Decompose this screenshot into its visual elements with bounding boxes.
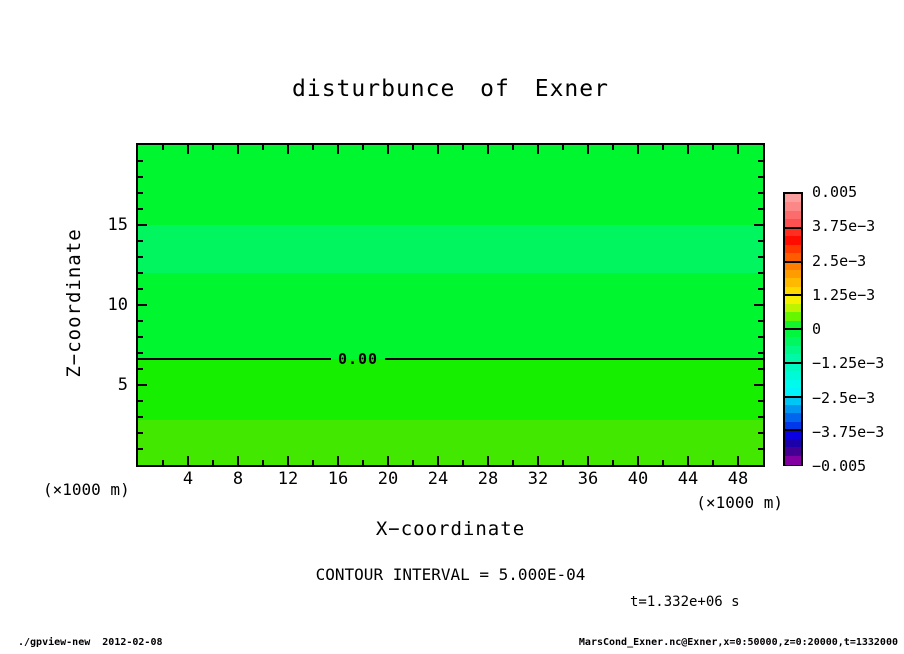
x-axis-tick	[212, 145, 214, 150]
colorbar-tick-label: 1.25e−3	[812, 285, 876, 304]
y-axis-tick	[758, 368, 763, 370]
y-axis-tick	[138, 384, 147, 386]
x-axis-tick	[437, 456, 439, 465]
colorbar-divider	[785, 294, 801, 296]
field-band	[138, 145, 763, 225]
x-axis-tick	[262, 460, 264, 465]
x-axis-tick	[387, 456, 389, 465]
y-axis-tick	[138, 320, 143, 322]
x-axis-tick-label: 20	[377, 469, 399, 489]
y-axis-tick-label: 10	[107, 295, 128, 315]
x-axis-tick	[462, 145, 464, 150]
field-band	[138, 359, 763, 421]
x-axis-tick	[312, 145, 314, 150]
x-axis-tick-label: 48	[727, 469, 749, 489]
y-axis-tick	[138, 208, 143, 210]
colorbar-gradient	[785, 194, 801, 464]
x-axis-tick	[662, 460, 664, 465]
x-axis-tick	[262, 145, 264, 150]
x-axis-tick-label: 12	[277, 469, 299, 489]
x-axis-tick	[362, 460, 364, 465]
y-axis-tick	[138, 288, 143, 290]
x-axis-tick	[637, 456, 639, 465]
colorbar-divider	[785, 227, 801, 229]
x-axis-tick-label: 16	[327, 469, 349, 489]
x-axis-tick	[212, 460, 214, 465]
y-axis-unit-note: (×1000 m)	[43, 480, 130, 499]
colorbar-tick-label: 0	[812, 320, 822, 338]
x-axis-tick	[687, 145, 689, 154]
x-axis-tick	[487, 456, 489, 465]
y-axis-tick	[758, 320, 763, 322]
y-axis-tick	[138, 240, 143, 242]
footer-command-stamp: ./gpview-new 2012-02-08	[18, 637, 163, 648]
y-axis-tick	[758, 400, 763, 402]
y-axis-tick	[758, 192, 763, 194]
colorbar-tick-label: 3.75e−3	[812, 217, 876, 236]
colorbar-divider	[785, 362, 801, 364]
y-axis-tick	[758, 208, 763, 210]
y-axis-tick-label: 15	[107, 215, 128, 235]
heatmap-area	[138, 145, 763, 465]
colorbar-tick-label: −0.005	[812, 457, 867, 475]
y-axis-tick	[758, 448, 763, 450]
y-axis-tick	[138, 416, 143, 418]
plot-frame	[136, 143, 765, 467]
x-axis-tick	[562, 460, 564, 465]
x-axis-tick	[337, 456, 339, 465]
x-axis-tick-label: 36	[577, 469, 599, 489]
x-axis-tick	[537, 456, 539, 465]
y-axis-tick	[138, 160, 143, 162]
x-axis-tick	[587, 456, 589, 465]
colorbar-divider	[785, 396, 801, 398]
y-axis-tick	[758, 160, 763, 162]
contour-line	[385, 358, 763, 360]
x-axis-tick-label: 24	[427, 469, 449, 489]
x-axis-tick	[412, 460, 414, 465]
x-axis-tick	[362, 145, 364, 150]
colorbar-tick-label: −2.5e−3	[812, 388, 876, 407]
x-axis-tick	[287, 456, 289, 465]
y-axis-tick	[138, 224, 147, 226]
x-axis-tick	[637, 145, 639, 154]
colorbar-divider	[785, 261, 801, 263]
colorbar-step	[785, 456, 801, 465]
y-axis-tick	[138, 176, 143, 178]
colorbar-divider	[785, 429, 801, 431]
x-axis-tick-label: 44	[677, 469, 699, 489]
x-axis-tick	[162, 145, 164, 150]
y-axis-tick	[754, 224, 763, 226]
x-axis-tick	[712, 460, 714, 465]
contour-label: 0.00	[337, 350, 379, 368]
field-band	[138, 225, 763, 273]
y-axis-tick	[138, 400, 143, 402]
x-axis-tick	[237, 456, 239, 465]
contour-line	[138, 358, 331, 360]
x-axis-tick	[537, 145, 539, 154]
x-axis-tick	[662, 145, 664, 150]
y-axis-tick	[138, 304, 147, 306]
x-axis-tick	[287, 145, 289, 154]
y-axis-tick	[138, 432, 143, 434]
y-axis-tick	[758, 176, 763, 178]
y-axis-tick	[138, 368, 143, 370]
colorbar-tick-label: −3.75e−3	[812, 422, 885, 441]
x-axis-tick	[612, 145, 614, 150]
y-axis-tick	[138, 336, 143, 338]
x-axis-tick-label: 40	[627, 469, 649, 489]
plot-title: disturbunce of Exner	[292, 76, 609, 102]
x-axis-tick	[687, 456, 689, 465]
x-axis-tick	[187, 456, 189, 465]
y-axis-tick	[758, 256, 763, 258]
y-axis-tick	[758, 272, 763, 274]
x-axis-tick	[462, 460, 464, 465]
x-axis-tick-label: 28	[477, 469, 499, 489]
time-annotation: t=1.332e+06 s	[630, 594, 740, 610]
x-axis-tick	[737, 145, 739, 154]
y-axis-tick	[758, 288, 763, 290]
x-axis-tick	[737, 456, 739, 465]
y-axis-tick	[758, 352, 763, 354]
x-axis-tick	[512, 460, 514, 465]
colorbar-tick-label: 2.5e−3	[812, 251, 867, 270]
y-axis-tick-label: 5	[117, 375, 128, 395]
x-axis-tick	[312, 460, 314, 465]
x-axis-tick	[337, 145, 339, 154]
y-axis-tick	[138, 192, 143, 194]
x-axis-tick	[712, 145, 714, 150]
y-axis-tick	[758, 432, 763, 434]
x-axis-tick	[237, 145, 239, 154]
x-axis-tick	[487, 145, 489, 154]
x-axis-tick	[412, 145, 414, 150]
contour-interval-note: CONTOUR INTERVAL = 5.000E-04	[315, 565, 586, 584]
y-axis-tick	[138, 256, 143, 258]
y-axis-tick	[138, 448, 143, 450]
y-axis-label: Z−coordinate	[63, 228, 85, 378]
x-axis-tick	[562, 145, 564, 150]
footer-source-stamp: MarsCond_Exner.nc@Exner,x=0:50000,z=0:20000,t=1332000	[578, 637, 898, 648]
x-axis-tick-label: 4	[182, 469, 194, 489]
field-band	[138, 420, 763, 465]
y-axis-tick	[758, 416, 763, 418]
x-axis-tick	[437, 145, 439, 154]
y-axis-tick	[758, 336, 763, 338]
x-axis-unit-note: (×1000 m)	[696, 493, 783, 512]
colorbar-tick-label: −1.25e−3	[812, 354, 885, 373]
x-axis-tick	[187, 145, 189, 154]
x-axis-tick	[587, 145, 589, 154]
colorbar	[783, 192, 803, 466]
field-band	[138, 273, 763, 359]
y-axis-tick	[138, 352, 143, 354]
colorbar-tick-label: 0.005	[812, 183, 858, 201]
y-axis-tick	[754, 304, 763, 306]
x-axis-tick-label: 32	[527, 469, 549, 489]
x-axis-tick	[387, 145, 389, 154]
y-axis-tick	[754, 384, 763, 386]
y-axis-tick	[758, 240, 763, 242]
x-axis-tick-label: 8	[232, 469, 244, 489]
colorbar-divider	[785, 328, 801, 330]
x-axis-tick	[512, 145, 514, 150]
x-axis-tick	[162, 460, 164, 465]
x-axis-label: X−coordinate	[375, 518, 526, 540]
x-axis-tick	[612, 460, 614, 465]
y-axis-tick	[138, 272, 143, 274]
